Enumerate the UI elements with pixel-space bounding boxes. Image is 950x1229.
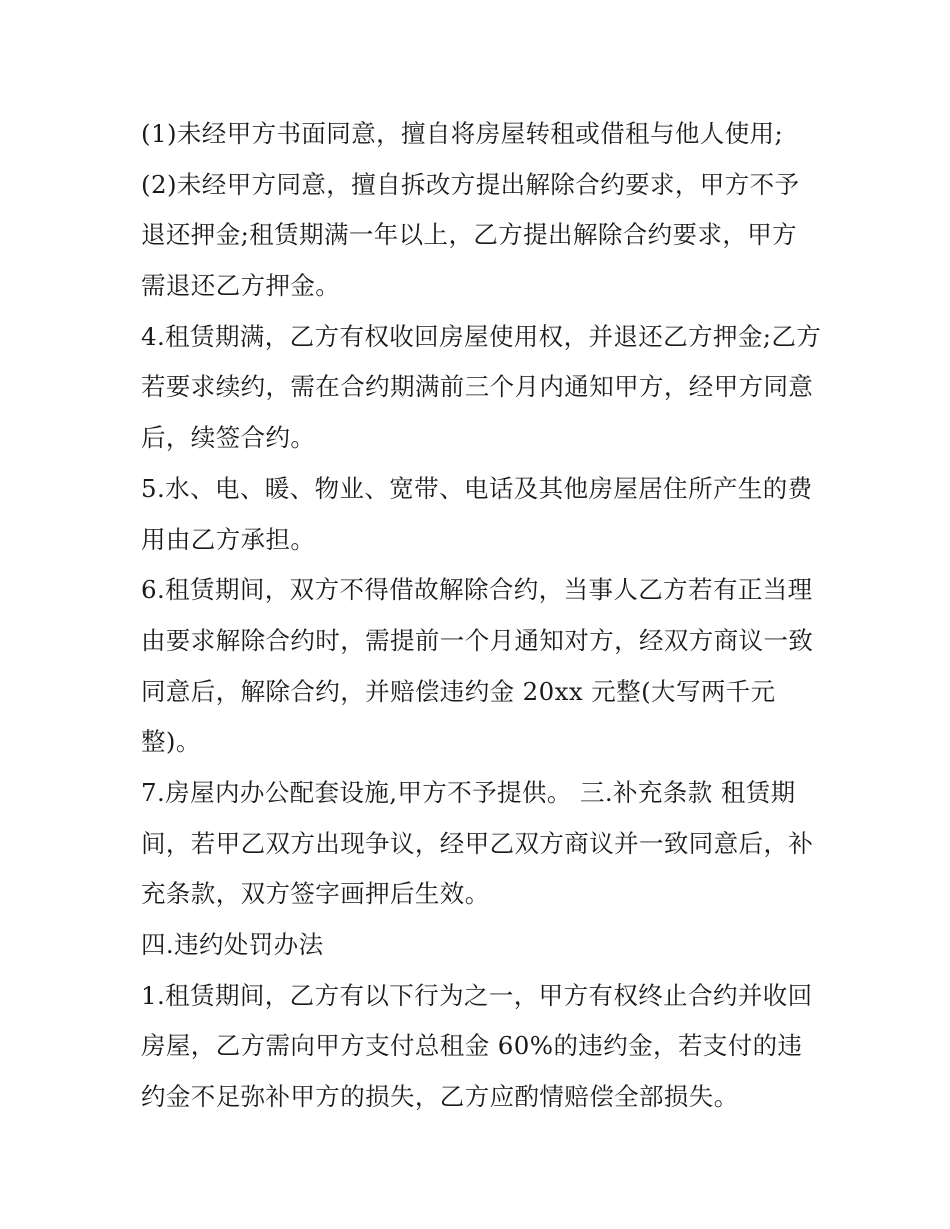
text-line: 后，续签合约。 xyxy=(141,423,316,453)
text-line: 4.租赁期满，乙方有权收回房屋使用权，并退还乙方押金;乙方 xyxy=(141,321,822,351)
text-line: 充条款，双方签字画押后生效。 xyxy=(141,879,490,909)
text-line: 同意后，解除合约，并赔偿违约金 20xx 元整(大写两千元 xyxy=(141,676,776,706)
text-line: 1.租赁期间，乙方有以下行为之一，甲方有权终止合约并收回 xyxy=(141,980,813,1010)
text-line: 整)。 xyxy=(141,727,201,757)
text-line: 用由乙方承担。 xyxy=(141,524,316,554)
text-line: 7.房屋内办公配套设施,甲方不予提供。 三.补充条款 租赁期 xyxy=(141,777,796,807)
text-line: 需退还乙方押金。 xyxy=(141,271,341,301)
text-line: (2)未经甲方同意，擅自拆改方提出解除合约要求，甲方不予 xyxy=(141,169,800,199)
text-line: 若要求续约，需在合约期满前三个月内通知甲方，经甲方同意 xyxy=(141,372,814,402)
text-line: 6.租赁期间，双方不得借故解除合约，当事人乙方若有正当理 xyxy=(141,575,813,605)
text-line: 间，若甲乙双方出现争议，经甲乙双方商议并一致同意后，补 xyxy=(141,828,814,858)
text-line: (1)未经甲方书面同意，擅自将房屋转租或借租与他人使用; xyxy=(141,119,784,148)
text-line: 约金不足弥补甲方的损失，乙方应酌情赔偿全部损失。 xyxy=(141,1082,739,1112)
document-body xyxy=(141,109,821,1123)
text-line: 房屋，乙方需向甲方支付总租金 60%的违约金，若支付的违 xyxy=(141,1031,803,1061)
section-heading: 四.违约处罚办法 xyxy=(141,930,324,959)
text-line: 5.水、电、暖、物业、宽带、电话及其他房屋居住所产生的费 xyxy=(141,473,813,503)
text-line: 由要求解除合约时，需提前一个月通知对方，经双方商议一致 xyxy=(141,625,814,655)
text-line: 退还押金;租赁期满一年以上，乙方提出解除合约要求，甲方 xyxy=(141,220,798,250)
